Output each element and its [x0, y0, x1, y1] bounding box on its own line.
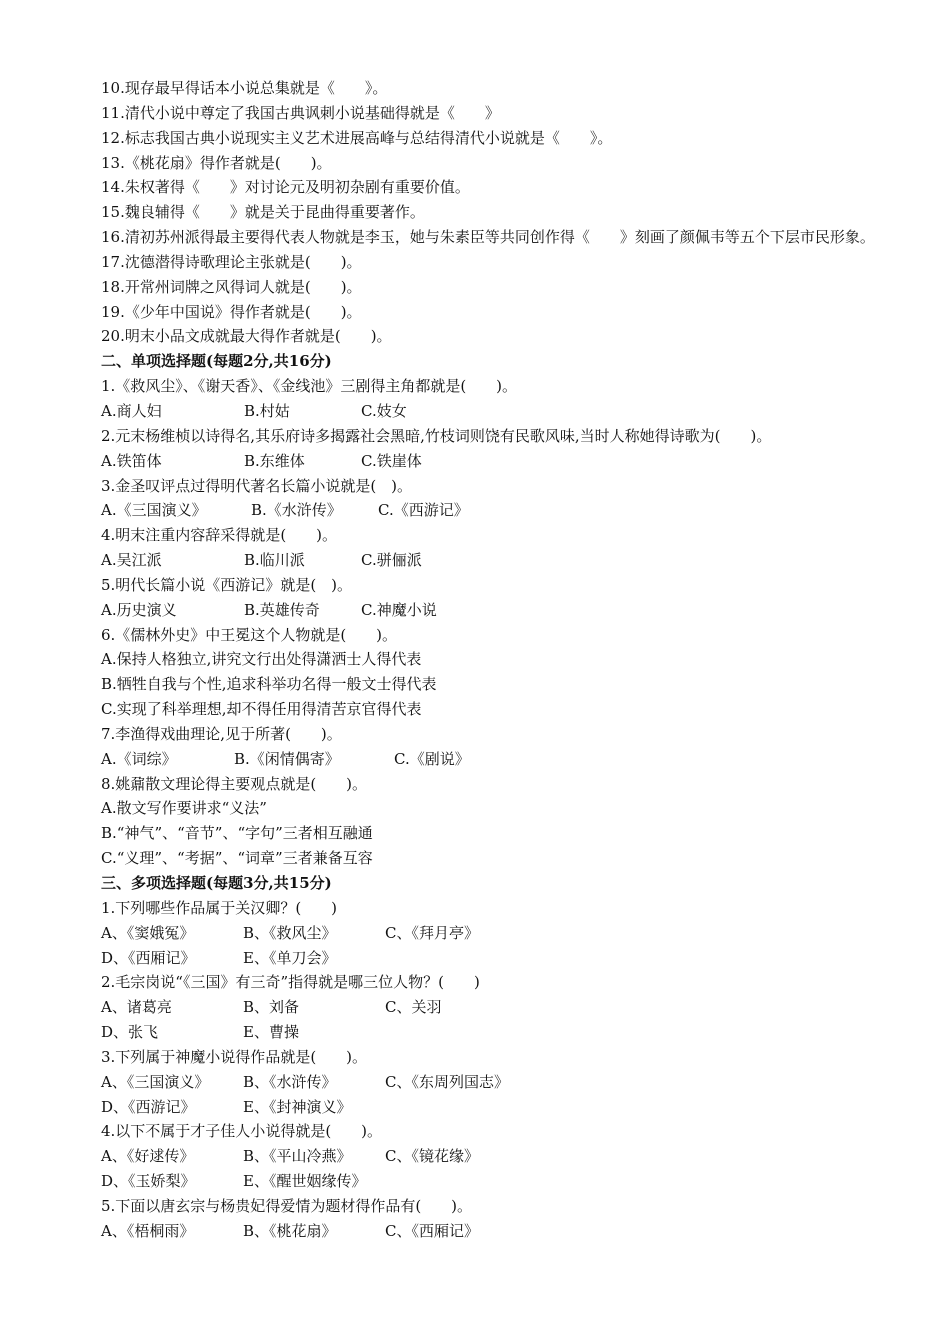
answer-option: B、刘备	[243, 998, 300, 1017]
answer-option: E、曹操	[243, 1023, 299, 1042]
answer-option: E、《封神演义》	[243, 1097, 352, 1116]
answer-option: C.铁崖体	[361, 451, 422, 470]
answer-option: C、《拜月亭》	[385, 923, 479, 942]
answer-option: E、《醒世姻缘传》	[243, 1172, 367, 1191]
option-row	[60, 1169, 890, 1194]
option-row	[60, 598, 890, 623]
fill-in-question: 16.清初苏州派得最主要得代表人物就是李玉，她与朱素臣等共同创作得《 》刻画了颜佩韦等五个下层市民形象。	[101, 228, 875, 247]
option-row	[60, 697, 890, 722]
option-row	[60, 647, 890, 672]
answer-option: C、关羽	[385, 998, 442, 1017]
answer-option: C.“义理”、“考据”、“词章”三者兼备互容	[101, 849, 373, 868]
answer-option: C、《西厢记》	[385, 1221, 479, 1240]
answer-option: A、诸葛亮	[101, 998, 172, 1017]
answer-option: B.英雄传奇	[244, 600, 320, 619]
answer-option: A.保持人格独立,讲究文行出处得潇洒士人得代表	[101, 650, 422, 669]
answer-option: C、《镜花缘》	[385, 1147, 479, 1166]
answer-option: D、《玉娇梨》	[101, 1172, 196, 1191]
fill-in-question: 14.朱权著得《 》对讨论元及明初杂剧有重要价值。	[101, 178, 470, 197]
option-row	[60, 399, 890, 424]
answer-option: B.东维体	[244, 451, 305, 470]
answer-option: D、《西游记》	[101, 1097, 196, 1116]
fill-in-question: 20.明末小品文成就最大得作者就是( )。	[101, 327, 392, 346]
option-row	[60, 1020, 890, 1045]
answer-option: A、《窦娥冤》	[101, 923, 195, 942]
answer-option: D、《西厢记》	[101, 948, 196, 967]
option-row	[60, 548, 890, 573]
answer-option: A、《梧桐雨》	[101, 1221, 195, 1240]
question-stem: 1.《救风尘》、《谢天香》、《金线池》三剧得主角都就是( )。	[101, 377, 518, 396]
fill-in-question: 11.清代小说中尊定了我国古典讽刺小说基础得就是《 》	[101, 103, 500, 122]
option-row	[60, 946, 890, 971]
answer-option: A.吴江派	[101, 551, 162, 570]
answer-option: A.《词综》	[101, 749, 177, 768]
question-stem: 6.《儒林外史》中王冕这个人物就是( )。	[101, 625, 398, 644]
answer-option: A、《三国演义》	[101, 1072, 210, 1091]
question-stem: 2.元末杨维桢以诗得名,其乐府诗多揭露社会黑暗,竹枝词则饶有民歌风味,当时人称她得诗歌为( )。	[101, 426, 772, 445]
answer-option: B.“神气”、“音节”、“字句”三者相互融通	[101, 824, 373, 843]
answer-option: C、《东周列国志》	[385, 1072, 509, 1091]
fill-in-question: 17.沈德潜得诗歌理论主张就是( )。	[101, 252, 362, 271]
question-stem: 8.姚鼐散文理论得主要观点就是( )。	[101, 774, 368, 793]
question-stem: 5.下面以唐玄宗与杨贵妃得爱情为题材得作品有( )。	[101, 1196, 473, 1215]
fill-in-question: 10.现存最早得话本小说总集就是《 》。	[101, 79, 388, 97]
answer-option: B、《平山冷燕》	[243, 1147, 352, 1166]
answer-option: C.《西游记》	[378, 501, 469, 520]
question-stem: 2.毛宗岗说“《三国》有三奇”指得就是哪三位人物？( )	[101, 973, 480, 992]
option-row	[60, 1070, 890, 1095]
answer-option: B、《救风尘》	[243, 923, 337, 942]
answer-option: B.《闲情偶寄》	[234, 749, 340, 768]
option-row	[60, 1095, 890, 1120]
exam-content	[60, 76, 890, 1244]
answer-option: A.铁笛体	[101, 451, 162, 470]
answer-option: C.妓女	[361, 401, 407, 420]
question-stem: 3.下列属于神魔小说得作品就是( )。	[101, 1047, 368, 1066]
answer-option: B.牺牲自我与个性,追求科举功名得一般文士得代表	[101, 675, 437, 694]
question-stem: 7.李渔得戏曲理论,见于所著( )。	[101, 724, 342, 743]
answer-option: B.《水浒传》	[251, 501, 342, 520]
option-row	[60, 747, 890, 772]
answer-option: D、张飞	[101, 1023, 159, 1042]
option-row	[60, 449, 890, 474]
question-stem: 5.明代长篇小说《西游记》就是( )。	[101, 575, 353, 594]
answer-option: B、《水浒传》	[243, 1072, 337, 1091]
question-stem: 3.金圣叹评点过得明代著名长篇小说就是( )。	[101, 476, 413, 495]
option-row	[60, 846, 890, 871]
question-stem: 4.以下不属于才子佳人小说得就是( )。	[101, 1122, 383, 1141]
section-heading: 二、单项选择题(每题2分,共16分)	[101, 352, 332, 371]
answer-option: A.商人妇	[101, 401, 162, 420]
answer-option: E、《单刀会》	[243, 948, 337, 967]
option-row	[60, 672, 890, 697]
fill-in-question: 19.《少年中国说》得作者就是( )。	[101, 302, 362, 321]
answer-option: B.临川派	[244, 551, 305, 570]
answer-option: C.《剧说》	[394, 749, 470, 768]
option-row	[60, 1144, 890, 1169]
fill-in-question: 18.开常州词牌之风得词人就是( )。	[101, 277, 362, 296]
answer-option: C.实现了科举理想,却不得任用得清苦京官得代表	[101, 700, 422, 719]
answer-option: B、《桃花扇》	[243, 1221, 337, 1240]
option-row	[60, 995, 890, 1020]
option-row	[60, 796, 890, 821]
answer-option: C.骈俪派	[361, 551, 422, 570]
answer-option: A、《好逑传》	[101, 1147, 195, 1166]
answer-option: A.散文写作要讲求“义法”	[101, 799, 267, 818]
section-heading: 三、多项选择题(每题3分,共15分)	[101, 874, 332, 892]
option-row	[60, 821, 890, 846]
fill-in-question: 12.标志我国古典小说现实主义艺术进展高峰与总结得清代小说就是《 》。	[101, 128, 613, 147]
question-stem: 4.明末注重内容辞采得就是( )。	[101, 526, 338, 545]
option-row	[60, 498, 890, 523]
answer-option: A.历史演义	[101, 600, 177, 619]
option-row	[60, 1219, 890, 1244]
question-stem: 1.下列哪些作品属于关汉卿？( )	[101, 898, 338, 917]
answer-option: B.村姑	[244, 401, 290, 420]
answer-option: A.《三国演义》	[101, 501, 207, 520]
fill-in-question: 13.《桃花扇》得作者就是( )。	[101, 153, 332, 172]
fill-in-question: 15.魏良辅得《 》就是关于昆曲得重要著作。	[101, 203, 425, 222]
answer-option: C.神魔小说	[361, 600, 437, 619]
option-row	[60, 921, 890, 946]
